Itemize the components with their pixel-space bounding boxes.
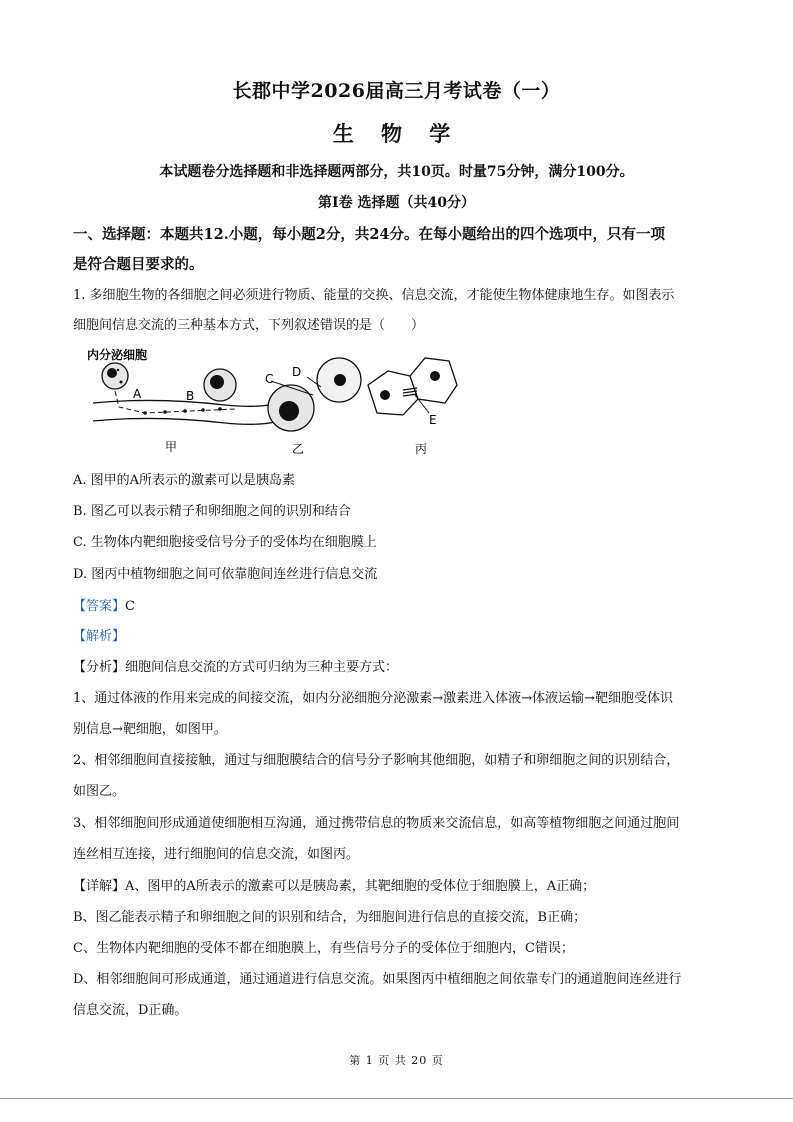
- point-2-line-2: 如图乙。: [73, 784, 126, 799]
- blood-vessel-bottom: [93, 418, 285, 424]
- option-c: C. 生物体内靶细胞接受信号分子的受体均在细胞膜上: [73, 535, 377, 550]
- question-stem-line-2: 细胞间信息交流的三种基本方式，下列叙述错误的是（ ）: [73, 318, 425, 333]
- sperm-nucleus: [279, 401, 299, 421]
- fenxi-line: [73, 658, 733, 678]
- part-heading: 第Ⅰ卷 选择题（共40分）: [318, 195, 475, 211]
- endocrine-nucleus: [107, 368, 117, 378]
- analysis-heading: [73, 627, 733, 647]
- plant-nucleus-right: [430, 371, 440, 381]
- endocrine-cell-label: 内分泌细胞: [87, 348, 148, 362]
- option-a: A. 图甲的A所表示的激素可以是胰岛素: [73, 473, 296, 488]
- exam-intro: 本试题卷分选择题和非选择题两部分，共10页。时量75分钟，满分100分。: [159, 164, 634, 180]
- option-b: B. 图乙可以表示精子和卵细胞之间的识别和结合: [73, 504, 351, 519]
- granule: [117, 369, 119, 371]
- detail-line-b: B、图乙能表示精子和卵细胞之间的识别和结合，为细胞间进行信息的直接交流，B正确；: [73, 910, 587, 925]
- fenxi-text: 细胞间信息交流的方式可归纳为三种主要方式：: [125, 660, 399, 675]
- caption-yi: 乙: [292, 442, 305, 456]
- detail-line-a: [73, 877, 733, 897]
- hormone-dot: [201, 408, 205, 412]
- analysis-tag: 【解析】: [73, 629, 126, 644]
- detail-line-d-2: 信息交流，D正确。: [73, 1003, 188, 1018]
- page-footer: 第 1 页 共 20 页: [349, 1054, 444, 1067]
- exam-title: 长郡中学2026届高三月考试卷（一）: [232, 80, 561, 102]
- answer-line: [73, 597, 733, 617]
- detail-line-c: C、生物体内靶细胞的受体不都在细胞膜上，有些信号分子的受体位于细胞内，C错误；: [73, 941, 574, 956]
- point-3-line-2: 连丝相互连接，进行细胞间的信息交流，如图丙。: [73, 847, 360, 862]
- answer-tag: 【答案】: [73, 599, 126, 614]
- hormone-dot: [163, 410, 167, 414]
- label-d: D: [292, 365, 302, 379]
- bottom-divider: [0, 1098, 793, 1099]
- hormone-dot: [218, 407, 222, 411]
- section-heading: [73, 220, 733, 280]
- target-cell-nucleus: [210, 375, 224, 389]
- label-b: B: [186, 389, 195, 403]
- label-e: E: [429, 413, 437, 427]
- option-d: D. 图丙中植物细胞之间可依靠胞间连丝进行信息交流: [73, 567, 378, 582]
- caption-bing: 丙: [415, 442, 428, 456]
- answer-value: C: [125, 599, 135, 614]
- granule: [120, 381, 123, 384]
- question-stem-line-1: 1. 多细胞生物的各细胞之间必须进行物质、能量的交换、信息交流，才能使生物体健康地生存。如图表示: [73, 288, 675, 303]
- section-heading-line-1: 一、选择题：本题共12.小题，每小题2分，共24分。在每小题给出的四个选项中，只有一项: [73, 226, 665, 243]
- plant-nucleus-left: [380, 390, 390, 400]
- point-2-line-1: 2、相邻细胞间直接接触，通过与细胞膜结合的信号分子影响其他细胞，如精子和卵细胞之间的识别结合，: [73, 753, 680, 768]
- section-heading-line-2: 是符合题目要求的。: [73, 256, 204, 273]
- point-1-line-2: 别信息→靶细胞，如图甲。: [73, 722, 227, 737]
- figure-svg: [85, 343, 475, 463]
- detail-line-d-1: D、相邻细胞间可形成通道，通过通道进行信息交流。如果图丙中植细胞之间依靠专门的通道胞间连丝进行: [73, 972, 682, 987]
- label-c: C: [265, 372, 274, 386]
- point-3-line-1: 3、相邻细胞间形成通道使细胞相互沟通，通过携带信息的物质来交流信息，如高等植物细胞之间通过胞间: [73, 816, 680, 831]
- detail-a-text: A、图甲的A所表示的激素可以是胰岛素，其靶细胞的受体位于细胞膜上，A正确；: [125, 879, 596, 894]
- fenxi-tag: 【分析】: [73, 660, 126, 675]
- caption-jia: 甲: [165, 440, 178, 454]
- point-1-line-1: 1、通过体液的作用来完成的间接交流，如内分泌细胞分泌激素→激素进入体液→体液运输→靶细胞受体识: [73, 691, 673, 706]
- hormone-dot: [183, 409, 187, 413]
- hormone-dot: [143, 411, 147, 415]
- subject-title: 生 物 学: [332, 121, 461, 146]
- detail-tag: 【详解】: [73, 879, 126, 894]
- egg-nucleus: [334, 374, 346, 386]
- label-a: A: [133, 387, 142, 401]
- cell-communication-figure: [85, 343, 475, 463]
